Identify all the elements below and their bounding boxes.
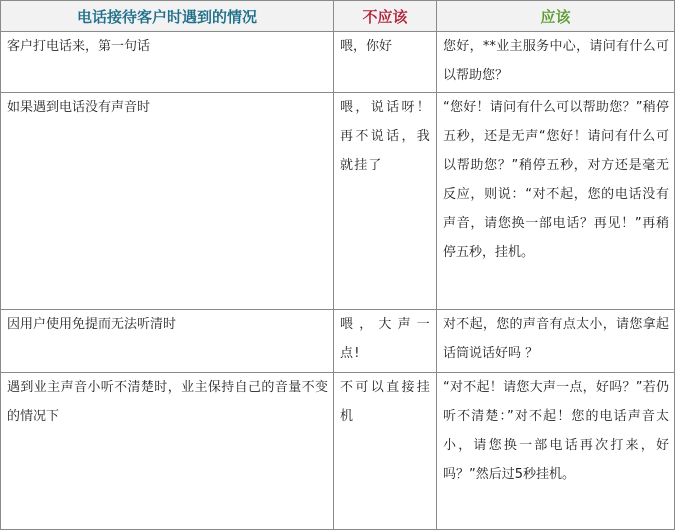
should-not-cell: 不可以直接挂机 <box>334 373 437 530</box>
should-cell: 您好，**业主服务中心，请问有什么可以帮助您？ <box>437 32 675 93</box>
table-row <box>1 32 675 93</box>
should-cell: 对不起，您的声音有点太小，请您拿起话筒说话好吗 ？ <box>437 310 675 373</box>
header-should-not: 不应该 <box>334 1 437 32</box>
header-should: 应该 <box>437 1 675 32</box>
situation-cell: 如果遇到电话没有声音时 <box>1 93 334 310</box>
table-header-row <box>1 1 675 32</box>
table-row <box>1 310 675 373</box>
situation-cell: 客户打电话来，第一句话 <box>1 32 334 93</box>
should-not-cell: 喂，说话呀！再不说话，我就挂了 <box>334 93 437 310</box>
table-row <box>1 373 675 530</box>
should-cell: “您好！请问有什么可以帮助您？”稍停五秒，还是无声“您好！请问有什么可以帮助您？”稍停五秒，对方还是毫无反应，则说：“对不起，您的电话没有声音，请您换一部电话？再见！”再稍停五秒，挂机。 <box>437 93 675 310</box>
should-not-cell: 喂，大声一点! <box>334 310 437 373</box>
situation-cell: 因用户使用免提而无法听清时 <box>1 310 334 373</box>
header-situation: 电话接待客户时遇到的情况 <box>1 1 334 32</box>
should-cell: “对不起！请您大声一点，好吗？”若仍听不清楚：”对不起！您的电话声音太小，请您换一部电话再次打来，好吗？”然后过5秒挂机。 <box>437 373 675 530</box>
situation-cell: 遇到业主声音小听不清楚时，业主保持自己的音量不变的情况下 <box>1 373 334 530</box>
table-row <box>1 93 675 310</box>
should-not-cell: 喂，你好 <box>334 32 437 93</box>
